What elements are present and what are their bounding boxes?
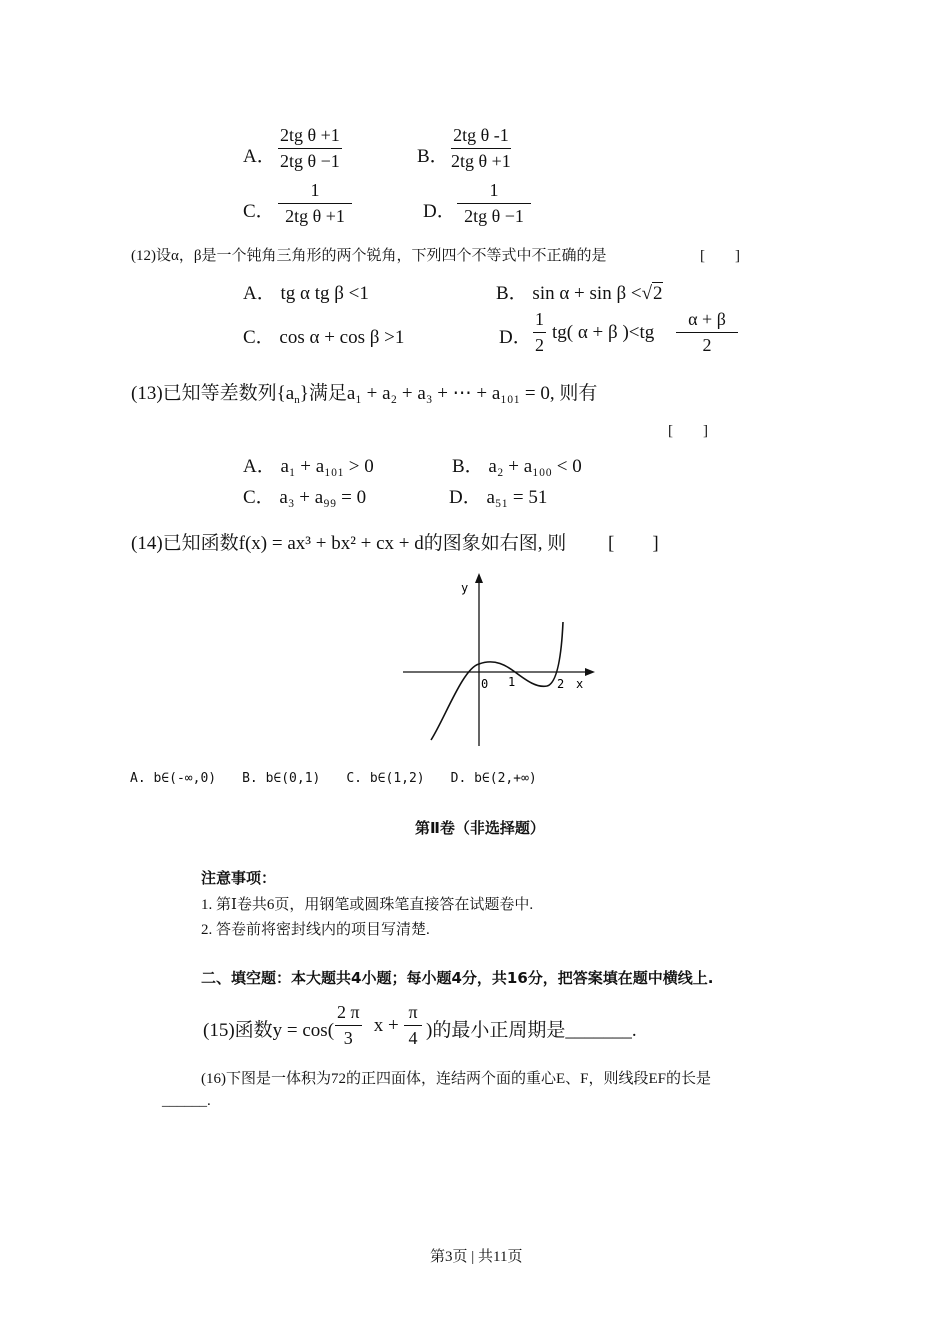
q13-stem bbox=[131, 378, 597, 406]
q12-option-d-numerator: α + β bbox=[676, 309, 738, 333]
q11-option-c-label: C． bbox=[243, 201, 275, 222]
tick-label-2: 2 bbox=[557, 677, 565, 691]
q16-answer-blank: ______. bbox=[162, 1093, 211, 1109]
x-axis-label: x bbox=[576, 677, 584, 691]
q13-option-a: A． a₁ + a₁₀₁ > 0 bbox=[243, 456, 374, 477]
q12-option-a: A． tg α tg β <1 bbox=[243, 283, 369, 304]
q15-fraction2-numerator: π bbox=[404, 1002, 422, 1026]
q15-fraction-2pi-over-3 bbox=[335, 1002, 362, 1049]
q15-prefix: (15)函数y = cos( bbox=[203, 1020, 335, 1041]
q11-option-d-fraction bbox=[457, 180, 531, 227]
q13-option-b: B． a₂ + a₁₀₀ < 0 bbox=[452, 456, 582, 477]
q11-option-d-numerator: 1 bbox=[457, 180, 531, 204]
page-footer: 第3页 | 共11页 bbox=[430, 1249, 523, 1265]
q11-option-a-label: A． bbox=[243, 146, 276, 167]
tick-label-1: 1 bbox=[508, 675, 516, 689]
y-axis-arrow bbox=[475, 573, 483, 583]
x-axis-arrow bbox=[585, 668, 595, 676]
q12-option-d-half bbox=[533, 309, 546, 356]
q11-option-b-numerator: 2tg θ -1 bbox=[451, 125, 511, 149]
q12-option-d-denominator: 2 bbox=[702, 335, 712, 355]
q11-option-b-denominator: 2tg θ +1 bbox=[451, 151, 511, 171]
q15-middle: x + bbox=[369, 1015, 404, 1036]
q12-option-d-half-denominator: 2 bbox=[535, 335, 544, 355]
section-heading: 二、填空题：本大题共4小题；每小题4分，共16分，把答案填在题中横线上. bbox=[201, 969, 714, 987]
q15-fraction1-denominator: 3 bbox=[343, 1028, 353, 1048]
q16-line-1: (16)下图是一体积为72的正四面体，连结两个面的重心E、F，则线段EF的长是 bbox=[201, 1071, 712, 1087]
q11-option-a-fraction bbox=[278, 125, 342, 172]
q12-option-d-half-numerator: 1 bbox=[533, 309, 546, 333]
q13-stem-subscript: n bbox=[294, 394, 300, 406]
q13-option-d: D． a₅₁ = 51 bbox=[449, 487, 548, 508]
cubic-function-graph bbox=[395, 568, 605, 753]
q12-option-b: B． sin α + sin β <√2 bbox=[496, 283, 663, 304]
q14-answer-bracket: [ ] bbox=[608, 533, 659, 554]
q11-option-a-denominator: 2tg θ −1 bbox=[280, 151, 340, 171]
origin-tick-label: 0 bbox=[481, 677, 489, 691]
q11-option-a-numerator: 2tg θ +1 bbox=[278, 125, 342, 149]
q12-option-b-root: 2 bbox=[653, 283, 663, 304]
q13-stem-rest: }满足a₁ + a₂ + a₃ + ⋯ + a₁₀₁ = 0, 则有 bbox=[299, 383, 598, 404]
q11-option-b-fraction bbox=[451, 125, 511, 172]
q14-stem: (14)已知函数f(x) = ax³ + bx² + cx + d的图象如右图, 则 bbox=[131, 533, 567, 554]
q15-suffix: )的最小正周期是_______. bbox=[426, 1020, 637, 1041]
q13-stem-prefix: (13)已知等差数列{a bbox=[131, 383, 295, 404]
q12-option-b-text: B． sin α + sin β < bbox=[496, 283, 642, 304]
q11-option-b-label: B． bbox=[417, 146, 449, 167]
q12-answer-bracket: [ ] bbox=[700, 248, 740, 264]
q12-option-c: C． cos α + cos β >1 bbox=[243, 327, 405, 348]
q15-fraction2-denominator: 4 bbox=[408, 1028, 418, 1048]
notice-title: 注意事项： bbox=[201, 869, 277, 887]
q15-fraction1-numerator: 2 π bbox=[335, 1002, 362, 1026]
q13-answer-bracket: [ ] bbox=[668, 423, 708, 439]
q14-options: A. b∈(-∞,0) B. b∈(0,1) C. b∈(1,2) D. b∈(2,+∞) bbox=[130, 771, 537, 786]
function-curve bbox=[431, 622, 563, 740]
q11-option-c-denominator: 2tg θ +1 bbox=[285, 206, 345, 226]
q11-option-c-numerator: 1 bbox=[278, 180, 352, 204]
notice-item-1: 1. 第Ⅰ卷共6页，用钢笔或圆珠笔直接答在试题卷中. bbox=[201, 897, 534, 913]
q12-stem: (12)设α，β是一个钝角三角形的两个锐角，下列四个不等式中不正确的是 bbox=[131, 248, 607, 264]
q12-option-d-middle: tg( α + β )<tg bbox=[552, 322, 655, 343]
q12-option-d-label: D． bbox=[499, 327, 532, 348]
q12-option-d-fraction bbox=[676, 309, 738, 356]
q15-fraction-pi-over-4 bbox=[404, 1002, 422, 1049]
q13-option-c: C． a₃ + a₉₉ = 0 bbox=[243, 487, 367, 508]
y-axis-label: y bbox=[461, 581, 469, 595]
notice-item-2: 2. 答卷前将密封线内的项目写清楚. bbox=[201, 922, 430, 938]
q11-option-d-label: D． bbox=[423, 201, 456, 222]
part2-title: 第Ⅱ卷（非选择题） bbox=[415, 819, 545, 837]
q11-option-c-fraction bbox=[278, 180, 352, 227]
q11-option-d-denominator: 2tg θ −1 bbox=[464, 206, 524, 226]
